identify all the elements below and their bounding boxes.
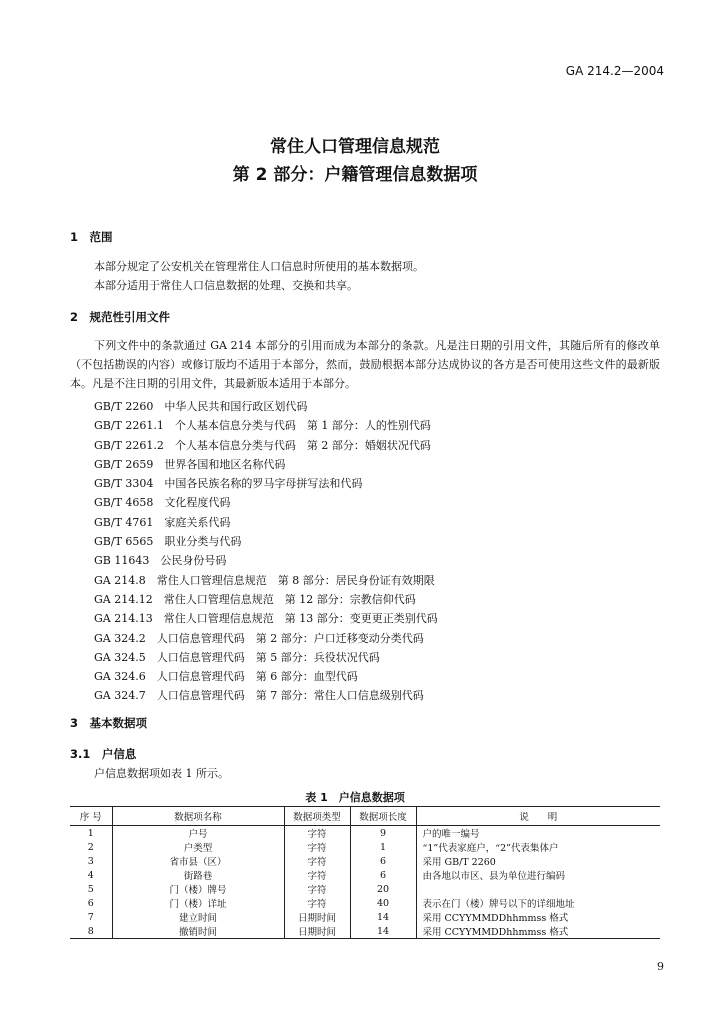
- section-1-paragraph: 本部分规定了公安机关在管理常住人口信息时所使用的基本数据项。: [94, 260, 424, 273]
- table-cell: 省市县（区）: [112, 854, 284, 868]
- table-cell: 6: [350, 854, 416, 868]
- standard-code: GA 214.2—2004: [565, 64, 664, 78]
- table-row: [70, 826, 660, 841]
- section-3-1-heading: 3.1 户信息: [70, 747, 137, 761]
- table-cell: 日期时间: [284, 910, 350, 924]
- table-cell: 户类型: [112, 840, 284, 854]
- column-header: 数据项名称: [112, 807, 284, 826]
- table-cell: 门（楼）牌号: [112, 882, 284, 896]
- table-row: [70, 868, 660, 882]
- table-cell: 字符: [284, 868, 350, 882]
- table-cell: 5: [87, 883, 94, 895]
- table-cell: 建立时间: [112, 910, 284, 924]
- table-cell: 7: [87, 911, 94, 923]
- table-cell: 采用 GB/T 2260: [416, 854, 660, 868]
- reference-item: GB 11643 公民身份号码: [94, 554, 227, 568]
- reference-item: GB/T 2261.2 个人基本信息分类与代码 第 2 部分：婚姻状况代码: [94, 438, 431, 452]
- table-cell: 户的唯一编号: [416, 826, 660, 841]
- table-cell: 日期时间: [284, 924, 350, 939]
- table-cell: 街路巷: [112, 868, 284, 882]
- column-header: 序 号: [70, 807, 112, 826]
- section-2-intro: 下列文件中的条款通过 GA 214 本部分的引用而成为本部分的条款。凡是注日期的引用文件，其随后所有的修改单（不包括勘误的内容）或修订版均不适用于本部分，然而，鼓励根据本部分达成协议的各方是否可使用这些文件的最新版本。凡是不注日期的引用文件，其最新版本适用于本部分。: [70, 339, 660, 390]
- section-3-heading: 3 基本数据项: [70, 716, 148, 730]
- section-2-heading: 2 规范性引用文件: [70, 310, 171, 324]
- table-cell: 3: [87, 855, 94, 867]
- table-cell: 户号: [112, 826, 284, 841]
- reference-item: GA 324.5 人口信息管理代码 第 5 部分：兵役状况代码: [94, 650, 380, 664]
- table-caption: 表 1 户信息数据项: [305, 791, 405, 804]
- section-1-paragraph: 本部分适用于常住人口信息数据的处理、交换和共享。: [94, 279, 358, 292]
- reference-item: GB/T 3304 中国各民族名称的罗马字母拼写法和代码: [94, 477, 363, 491]
- table-cell: 2: [87, 841, 94, 853]
- table-cell: 8: [70, 924, 112, 939]
- reference-item: GA 214.12 常住人口管理信息规范 第 12 部分：宗教信仰代码: [94, 592, 416, 606]
- reference-list: [94, 397, 438, 706]
- reference-item: GA 324.2 人口信息管理代码 第 2 部分：户口迁移变动分类代码: [94, 631, 424, 645]
- section-3-1-text: 户信息数据项如表 1 所示。: [94, 767, 229, 780]
- table-row: [70, 840, 660, 854]
- reference-item: GA 324.6 人口信息管理代码 第 6 部分：血型代码: [94, 670, 358, 684]
- table-row: [70, 910, 660, 924]
- section-1-heading: 1 范围: [70, 230, 113, 244]
- table-cell: 20: [350, 882, 416, 896]
- reference-item: GB/T 4761 家庭关系代码: [94, 515, 231, 529]
- reference-item: GB/T 6565 职业分类与代码: [94, 535, 242, 549]
- reference-item: GB/T 2659 世界各国和地区名称代码: [94, 457, 286, 471]
- column-header: 数据项长度: [350, 807, 416, 826]
- table-cell: 14: [350, 924, 416, 939]
- table-cell: 9: [350, 826, 416, 841]
- reference-item: GB/T 2260 中华人民共和国行政区划代码: [94, 400, 308, 413]
- reference-item: GA 214.13 常住人口管理信息规范 第 13 部分：变更更正类别代码: [94, 612, 438, 626]
- table-cell: 字符: [284, 840, 350, 854]
- reference-item: GB/T 2261.1 个人基本信息分类与代码 第 1 部分：人的性别代码: [94, 419, 431, 433]
- document-title: 常住人口管理信息规范: [270, 137, 440, 157]
- table-cell: 字符: [284, 826, 350, 841]
- table-cell: 6: [87, 897, 94, 909]
- table-row: [70, 882, 660, 896]
- reference-item: GA 324.7 人口信息管理代码 第 7 部分：常住人口信息级别代码: [94, 689, 424, 703]
- page-number: 9: [657, 960, 664, 973]
- column-header: 数据项类型: [284, 807, 350, 826]
- table-cell: 14: [350, 910, 416, 924]
- table-cell: 字符: [284, 854, 350, 868]
- table-cell: 表示在门（楼）牌号以下的详细地址: [416, 896, 660, 910]
- table-cell: [416, 882, 660, 896]
- table-row: [70, 854, 660, 868]
- reference-item: GA 214.8 常住人口管理信息规范 第 8 部分：居民身份证有效期限: [94, 573, 435, 587]
- household-data-table: [70, 806, 660, 939]
- table-cell: 字符: [284, 882, 350, 896]
- table-cell: 40: [350, 896, 416, 910]
- table-cell: 字符: [284, 896, 350, 910]
- table-header-row: [70, 807, 660, 826]
- table-cell: 4: [87, 869, 94, 881]
- table-cell: 采用 CCYYMMDDhhmmss 格式: [416, 924, 660, 939]
- table-cell: 1: [87, 827, 94, 839]
- table-cell: 6: [350, 868, 416, 882]
- table-row: [70, 924, 660, 939]
- table-cell: 门（楼）详址: [112, 896, 284, 910]
- table-row: [70, 896, 660, 910]
- table-cell: 撤销时间: [112, 924, 284, 939]
- table-cell: 由各地以市区、县为单位进行编码: [416, 868, 660, 882]
- table-cell: 1: [350, 840, 416, 854]
- reference-item: GB/T 4658 文化程度代码: [94, 496, 231, 510]
- table-cell: “1”代表家庭户，“2”代表集体户: [416, 840, 660, 854]
- column-header: 说 明: [416, 807, 660, 826]
- table-cell: 采用 CCYYMMDDhhmmss 格式: [416, 910, 660, 924]
- document-subtitle: 第 2 部分：户籍管理信息数据项: [232, 165, 478, 185]
